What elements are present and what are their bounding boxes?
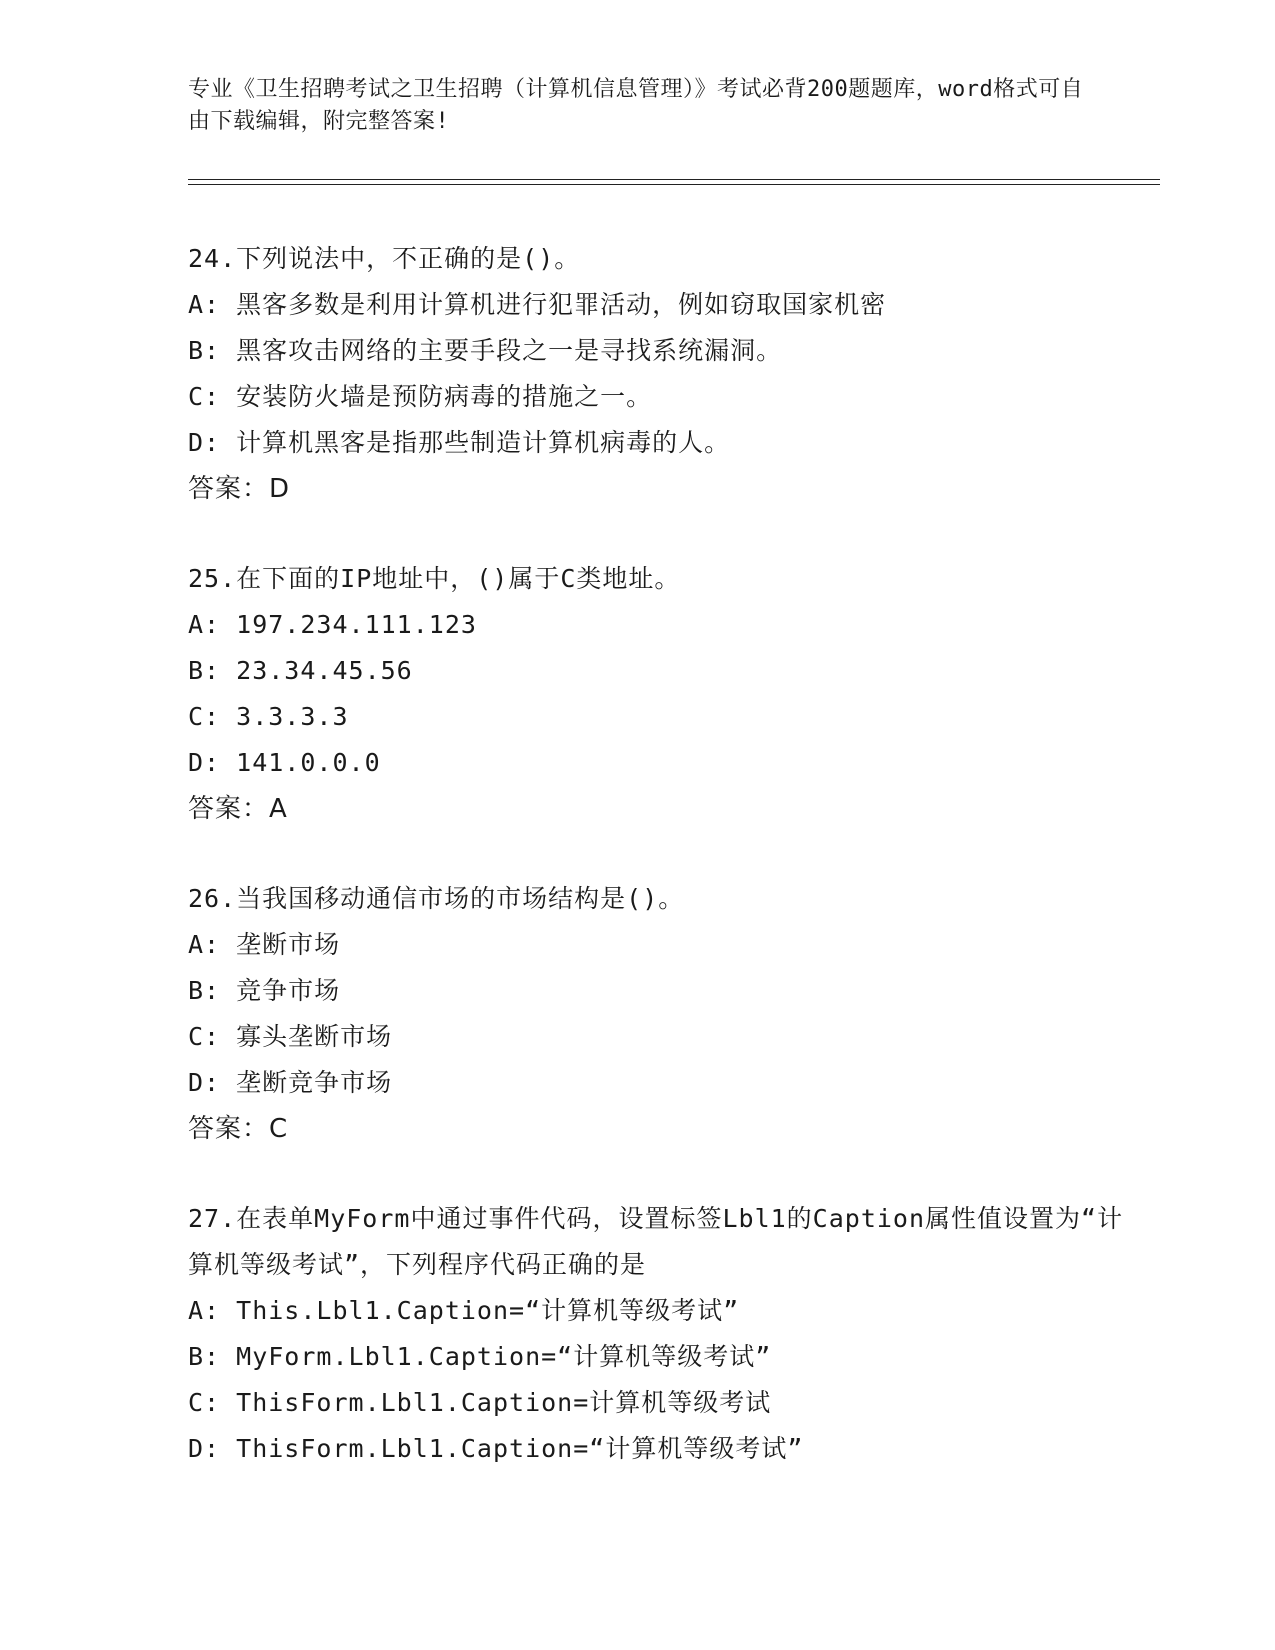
option-c: C: 寡头垄断市场 (188, 1022, 393, 1051)
document-header: 专业《卫生招聘考试之卫生招聘（计算机信息管理）》考试必背200题题库，word格式可自由下载编辑，附完整答案! (188, 77, 1084, 134)
option-a: A: 黑客多数是利用计算机进行犯罪活动，例如窃取国家机密 (188, 290, 887, 319)
answer: 答案：A (188, 794, 288, 824)
option-b: B: 竞争市场 (188, 976, 341, 1005)
option-a: A: 197.234.111.123 (188, 610, 477, 639)
option-c: C: 安装防火墙是预防病毒的措施之一。 (188, 382, 653, 411)
question-25 (188, 556, 1128, 832)
option-c: C: ThisForm.Lbl1.Caption=计算机等级考试 (188, 1388, 772, 1417)
question-stem: 25.在下面的IP地址中，()属于C类地址。 (188, 564, 681, 593)
option-a: A: This.Lbl1.Caption=“计算机等级考试” (188, 1296, 740, 1325)
header-divider-bottom (188, 184, 1160, 185)
question-27 (188, 1196, 1128, 1472)
option-b: B: 23.34.45.56 (188, 656, 413, 685)
option-d: D: 垄断竞争市场 (188, 1068, 393, 1097)
header-divider-top (188, 179, 1160, 180)
question-stem: 27.在表单MyForm中通过事件代码，设置标签Lbl1的Caption属性值设置为“计算机等级考试”，下列程序代码正确的是 (188, 1204, 1124, 1279)
question-26 (188, 876, 1128, 1152)
option-c: C: 3.3.3.3 (188, 702, 349, 731)
option-d: D: 计算机黑客是指那些制造计算机病毒的人。 (188, 428, 731, 457)
question-stem: 26.当我国移动通信市场的市场结构是()。 (188, 884, 685, 913)
answer: 答案：D (188, 474, 291, 504)
option-d: D: 141.0.0.0 (188, 748, 381, 777)
option-a: A: 垄断市场 (188, 930, 341, 959)
question-24 (188, 236, 1128, 512)
option-b: B: MyForm.Lbl1.Caption=“计算机等级考试” (188, 1342, 772, 1371)
question-stem: 24.下列说法中，不正确的是()。 (188, 244, 581, 273)
option-d: D: ThisForm.Lbl1.Caption=“计算机等级考试” (188, 1434, 804, 1463)
answer: 答案：C (188, 1114, 289, 1144)
option-b: B: 黑客攻击网络的主要手段之一是寻找系统漏洞。 (188, 336, 783, 365)
